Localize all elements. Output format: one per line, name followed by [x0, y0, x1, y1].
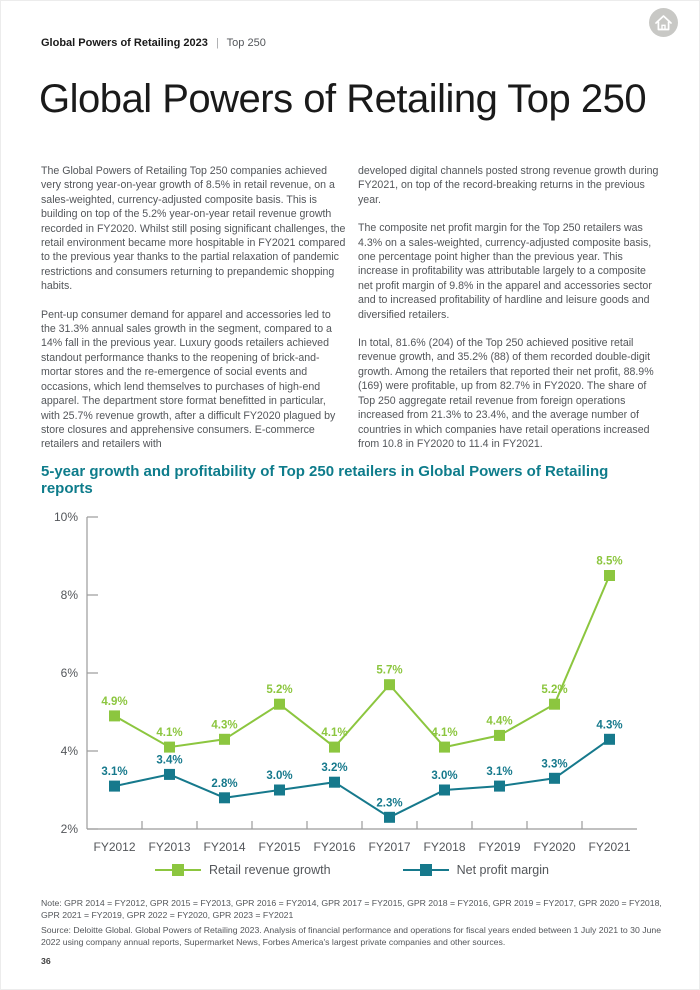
- data-point-marker: [384, 812, 395, 823]
- data-point-marker: [494, 781, 505, 792]
- series-line: [115, 576, 610, 748]
- page-footer: [41, 898, 663, 972]
- data-point-label: 3.1%: [101, 766, 128, 779]
- data-point-marker: [439, 785, 450, 796]
- data-point-label: 3.2%: [321, 762, 348, 775]
- body-column-left: [41, 164, 346, 466]
- chart-section: [41, 463, 663, 877]
- data-point-label: 3.0%: [431, 770, 458, 782]
- data-point-label: 8.5%: [596, 555, 623, 568]
- x-axis-label: FY2012: [93, 840, 136, 854]
- data-point-marker: [274, 699, 285, 710]
- data-point-label: 3.1%: [486, 766, 513, 779]
- body-paragraph: In total, 81.6% (204) of the Top 250 achieved positive retail revenue growth, and 35.2% (88) of them recorded double-digit growth. Among the retailers that reported their net profit, 88.9% (169) were profitable, up from 82.7% in FY2020. The share of Top 250 aggregate retail revenue from foreign operations increased from 21.3% to 23.4%, and the average number of countries in which companies have retail operations increased from 10.8 in FY2020 to 11.4 in FY2021.: [358, 337, 654, 450]
- y-tick-label: 10%: [53, 510, 78, 524]
- data-point-label: 5.7%: [376, 664, 403, 677]
- x-axis-label: FY2013: [148, 840, 191, 854]
- chart-legend: [41, 863, 663, 877]
- line-chart: [41, 507, 663, 859]
- page-title: Global Powers of Retailing Top 250: [39, 77, 647, 121]
- header-section: Top 250: [226, 37, 266, 49]
- legend-item: [403, 863, 549, 877]
- data-point-label: 2.3%: [376, 797, 403, 810]
- legend-item: [155, 863, 331, 877]
- data-point-marker: [549, 699, 560, 710]
- data-point-marker: [109, 781, 120, 792]
- x-axis-label: FY2021: [588, 840, 631, 854]
- legend-swatch: [403, 863, 449, 877]
- data-point-label: 5.2%: [266, 684, 293, 697]
- data-point-marker: [604, 734, 615, 745]
- data-point-label: 5.2%: [541, 684, 568, 697]
- data-point-marker: [219, 734, 230, 745]
- x-axis-label: FY2016: [313, 840, 356, 854]
- data-point-marker: [219, 792, 230, 803]
- data-point-label: 3.4%: [156, 754, 183, 767]
- data-point-label: 4.9%: [101, 695, 128, 708]
- page-number: 36: [41, 956, 51, 967]
- series-line: [115, 739, 610, 817]
- data-point-marker: [549, 773, 560, 784]
- y-tick-label: 4%: [60, 744, 78, 758]
- body-paragraph: The composite net profit margin for the Top 250 retailers was 4.3% on a sales-weighted, currency-adjusted composite basis, one percentage point higher than the previous year. This increase in profitability was attributable largely to a composite net profit margin of 9.8% in the apparel and accessories sector and to increased profitability of hardline and leisure goods and diversified retailers.: [358, 222, 652, 321]
- data-point-label: 4.1%: [321, 727, 348, 740]
- body-paragraph: Pent-up consumer demand for apparel and accessories led to the 31.3% annual sales growth in the segment, compared to a 14% fall in the previous year. Luxury goods retailers achieved standout performance thanks to the reopening of brick-and-mortar stores and the re-emergence of social events and occasions, which lend themselves to purchases of high-end apparel. The department store format benefitted in particular, with 25.7% revenue growth, after a difficult FY2020 plagued by store closures and apprehensive consumers. E-commerce retailers and retailers with: [41, 308, 336, 451]
- x-axis-label: FY2017: [368, 840, 411, 854]
- x-axis-label: FY2015: [258, 840, 301, 854]
- home-icon: [649, 8, 678, 37]
- data-point-marker: [494, 730, 505, 741]
- data-point-marker: [329, 742, 340, 753]
- page-header: [41, 37, 266, 49]
- legend-swatch: [155, 863, 201, 877]
- y-tick-label: 8%: [60, 588, 78, 602]
- x-axis-label: FY2014: [203, 840, 246, 854]
- x-axis-label: FY2018: [423, 840, 466, 854]
- legend-label: Retail revenue growth: [208, 863, 331, 877]
- data-point-label: 3.0%: [266, 770, 293, 782]
- data-point-marker: [384, 679, 395, 690]
- data-point-marker: [274, 785, 285, 796]
- body-paragraph: developed digital channels posted strong revenue growth during FY2021, on top of the record-breaking returns in the previous year.: [358, 165, 659, 206]
- header-separator: |: [215, 37, 219, 49]
- note-text: Note: GPR 2014 = FY2012, GPR 2015 = FY2013, GPR 2016 = FY2014, GPR 2017 = FY2015, GPR 2018 = FY2016, GPR 2019 = FY2017, GPR 2020 = FY2018, GPR 2021 = FY2019, GPR 2022 = FY2020, GPR 2023 = FY2021: [41, 898, 662, 920]
- data-point-marker: [329, 777, 340, 788]
- body-column-right: [358, 164, 663, 466]
- data-point-label: 4.1%: [156, 727, 183, 740]
- body-paragraph: The Global Powers of Retailing Top 250 companies achieved very strong year-on-year growth of 8.5% in retail revenue, on a sales-weighted, currency-adjusted composite basis. This is building on top of the 5.2% year-on-year retail revenue growth recorded in FY2020. Whilst still posing significant challenges, the retail environment became more hospitable in FY2021 compared to the previous year thanks to the partial relaxation of pandemic restrictions and consumers returning to prepandemic shopping habits.: [41, 165, 346, 293]
- data-point-marker: [439, 742, 450, 753]
- y-tick-label: 2%: [60, 822, 78, 836]
- legend-label: Net profit margin: [456, 863, 549, 877]
- x-axis-label: FY2020: [533, 840, 576, 854]
- home-button[interactable]: [649, 8, 678, 37]
- data-point-label: 2.8%: [211, 777, 238, 790]
- data-point-label: 3.3%: [541, 758, 568, 771]
- data-point-marker: [604, 570, 615, 581]
- data-point-label: 4.1%: [431, 727, 458, 740]
- header-brand: Global Powers of Retailing 2023: [41, 37, 208, 49]
- data-point-marker: [109, 710, 120, 721]
- data-point-marker: [164, 742, 175, 753]
- data-point-label: 4.3%: [211, 719, 238, 732]
- chart-title: 5-year growth and profitability of Top 250 retailers in Global Powers of Retailing reports: [41, 463, 609, 497]
- source-text: Source: Deloitte Global. Global Powers of Retailing 2023. Analysis of financial performance and operations for fiscal years ended between 1 July 2021 to 30 June 2022 using company annual reports, Supermarket News, Forbes America's largest private companies and other sources.: [41, 925, 662, 947]
- data-point-label: 4.4%: [486, 715, 513, 728]
- body-text: [41, 164, 663, 466]
- y-tick-label: 6%: [60, 666, 78, 680]
- data-point-label: 4.3%: [596, 719, 623, 732]
- data-point-marker: [164, 769, 175, 780]
- x-axis-label: FY2019: [478, 840, 521, 854]
